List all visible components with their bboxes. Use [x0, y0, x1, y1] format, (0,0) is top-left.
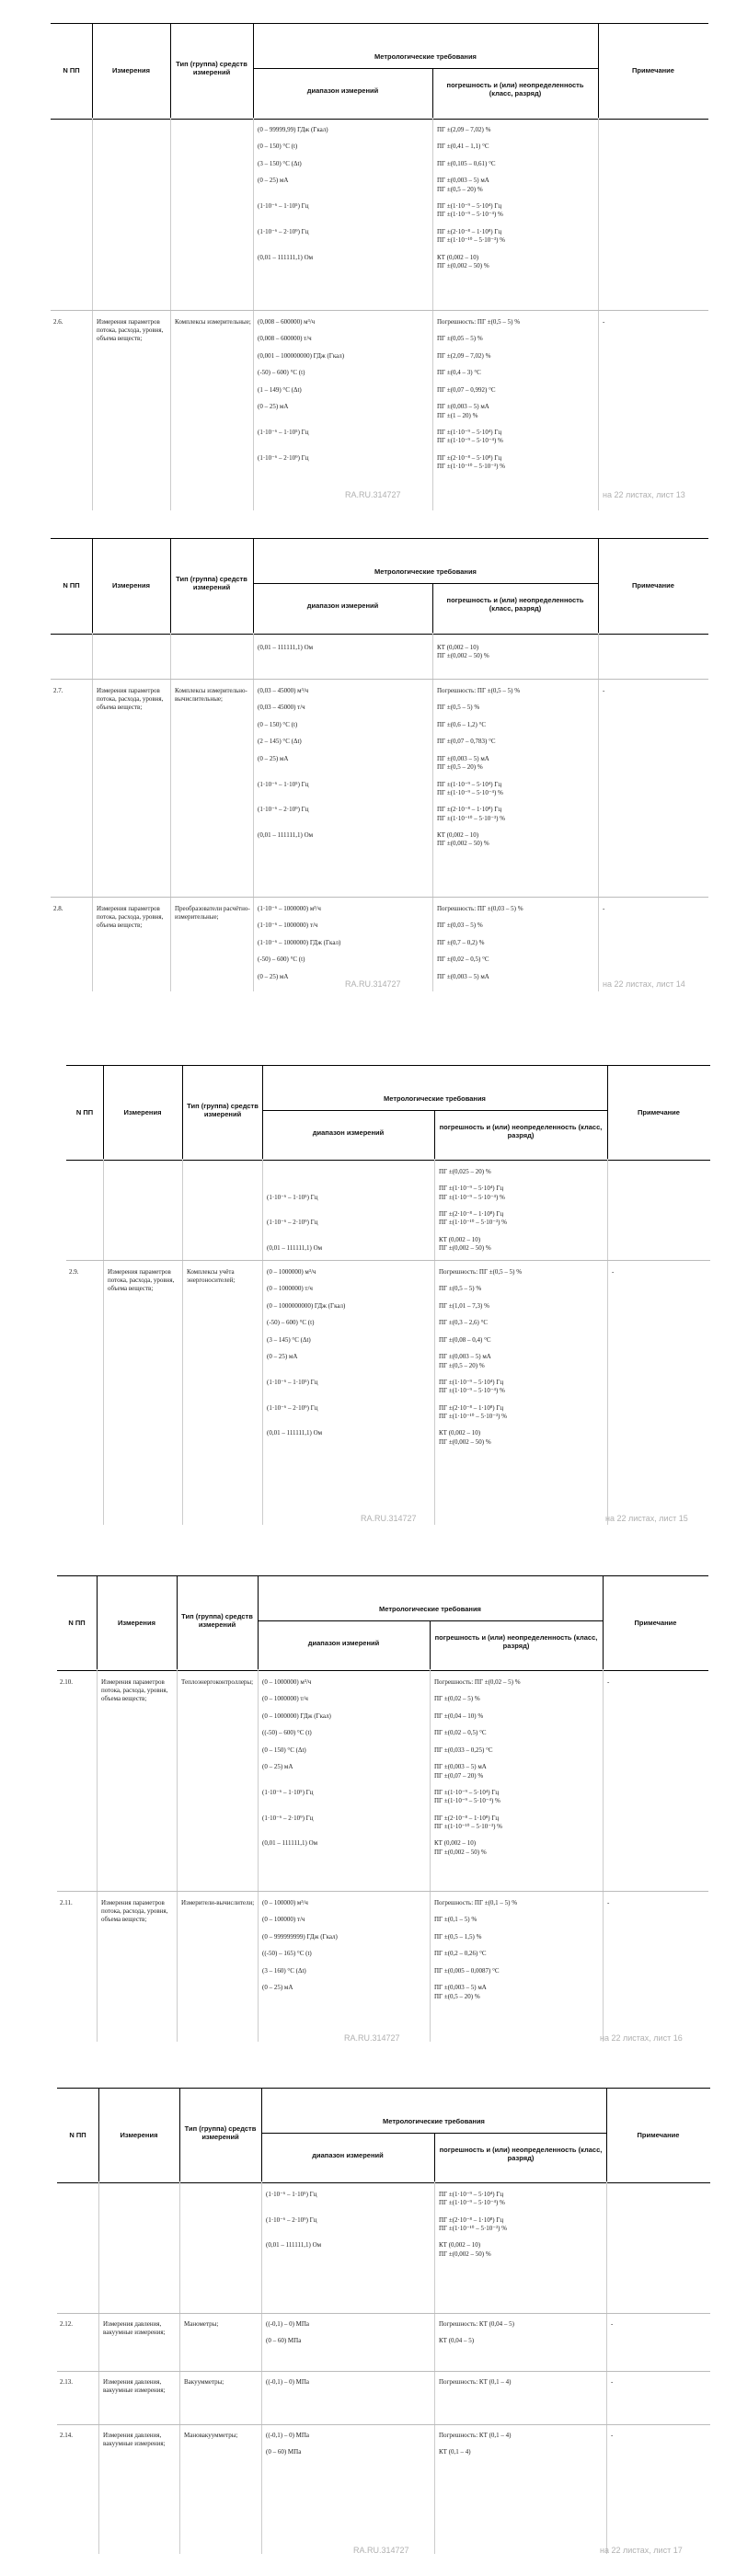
cell-range: (0,008 – 600000) м³/ч (0,008 – 600000) т/ч (0,001 – 100000000) ГДж (Гкал) (-50) – 600) °С (t) (1 – 149) °С (Δt) (0 – 25) мА (1·10⁻⁶ – 1·10⁵) Гц (1·10⁻⁶ – 2·10⁹) Гц	[258, 318, 345, 462]
sheet-counter: на 22 листах, лист 15	[605, 1514, 688, 1523]
header-measurements: Измерения	[120, 2131, 158, 2139]
sheet-counter: на 22 листах, лист 13	[603, 490, 685, 499]
table-header	[57, 2088, 710, 2183]
cell-range: ((-0,1) – 0) МПа	[266, 2378, 310, 2386]
registration-number: RA.RU.314727	[345, 490, 401, 499]
header-error: погрешность и (или) неопределенность (класс, разряд)	[446, 596, 584, 613]
row-instrument-type: Измерители-вычислители;	[181, 1899, 255, 1906]
table-header	[57, 1575, 708, 1671]
cell-error: ПГ ±(2,09 – 7,02) % ПГ ±(0,41 – 1,1) °С ПГ ±(0,105 – 0,61) °С ПГ ±(0,003 – 5) мА ПГ ±(0,5 – 20) % ПГ ±(1·10⁻⁹ – 5·10⁴) Гц ПГ ±(1·10⁻⁹ – 5·10⁻⁴) % ПГ ±(2·10⁻⁸ – 1·10⁸) Гц ПГ ±(1·10⁻¹⁰ – 5·10⁻³) % КТ (0,002 – 10) ПГ ±(0,002 – 50) %	[437, 126, 505, 269]
row-instrument-type: Преобразователи расчётно-измерительные;	[175, 905, 250, 922]
cell-range: (1·10⁻⁶ – 1000000) м³/ч (1·10⁻⁶ – 1000000) т/ч (1·10⁻⁶ – 1000000) ГДж (Гкал) (-50) – 600) °С (t) (0 – 25) мА	[258, 905, 341, 980]
header-instrument-type: Тип (группа) средств измерений	[176, 575, 247, 592]
cell-range: (0,01 – 111111,1) Ом	[258, 644, 314, 651]
header-instrument-type: Тип (группа) средств измерений	[184, 2124, 257, 2142]
header-error: погрешность и (или) неопределенность (класс, разряд)	[439, 1123, 603, 1140]
row-number: 2.11.	[60, 1899, 73, 1906]
row-instrument-type: Манометры;	[184, 2320, 219, 2328]
cell-range: (0 – 100000) м³/ч (0 – 100000) т/ч (0 – 999999999) ГДж (Гкал) ((-50) – 165) °С (t) (3 – 160) °С (Δt) (0 – 25) мА	[262, 1899, 338, 1992]
header-note: Примечание	[638, 1108, 680, 1116]
row-note: -	[612, 1268, 615, 1276]
header-error: погрешность и (или) неопределенность (класс, разряд)	[434, 1633, 598, 1651]
cell-range: (1·10⁻⁶ – 1·10⁵) Гц (1·10⁻⁶ – 2·10⁹) Гц (0,01 – 111111,1) Ом	[267, 1193, 323, 1253]
table-header	[66, 1065, 710, 1161]
row-note: -	[611, 2320, 614, 2328]
table-header	[51, 23, 708, 120]
row-measurements: Измерения параметров потока, расхода, уровня, объема веществ;	[101, 1899, 168, 1924]
row-number: 2.7.	[53, 687, 63, 694]
page-sheet-17	[57, 2088, 710, 2566]
header-note: Примечание	[637, 2131, 680, 2139]
header-measurement-range: диапазон измерений	[312, 1128, 385, 1137]
row-number: 2.13.	[60, 2378, 73, 2386]
cell-error: Погрешность: ПГ ±(0,03 – 5) % ПГ ±(0,03 – 5) % ПГ ±(0,7 – 0,2) % ПГ ±(0,02 – 0,5) °С ПГ ±(0,003 – 5) мА	[437, 905, 523, 980]
header-number: N ПП	[75, 1108, 94, 1116]
cell-range: ((-0,1) – 0) МПа (0 – 60) МПа	[266, 2320, 310, 2345]
page-sheet-13	[51, 23, 708, 520]
header-number: N ПП	[69, 2131, 86, 2139]
row-number: 2.8.	[53, 905, 63, 912]
row-note: -	[607, 1678, 610, 1686]
header-number: N ПП	[63, 66, 80, 74]
header-measurements: Измерения	[112, 581, 150, 590]
cell-error: ПГ ±(0,025 – 20) % ПГ ±(1·10⁻⁹ – 5·10⁴) Гц ПГ ±(1·10⁻⁹ – 5·10⁻⁴) % ПГ ±(2·10⁻⁸ – 1·10⁸) Гц ПГ ±(1·10⁻¹⁰ – 5·10⁻³) % КТ (0,002 – 10) ПГ ±(0,002 – 50) %	[439, 1168, 507, 1253]
row-number: 2.10.	[60, 1678, 73, 1686]
sheet-counter: на 22 листах, лист 14	[603, 979, 685, 989]
header-note: Примечание	[634, 1619, 677, 1627]
cell-range: (1·10⁻⁶ – 1·10⁵) Гц (1·10⁻⁶ – 2·10⁹) Гц (0,01 – 111111,1) Ом	[266, 2191, 322, 2250]
registration-number: RA.RU.314727	[353, 2546, 409, 2555]
cell-range: (0 – 1000000) м³/ч (0 – 1000000) т/ч (0 – 1000000000) ГДж (Гкал) (-50) – 600) °С (t) (3 – 145) °С (Δt) (0 – 25) мА (1·10⁻⁶ – 1·10⁵) Гц (1·10⁻⁶ – 2·10⁹) Гц (0,01 – 111111,1) Ом	[267, 1268, 346, 1437]
header-note: Примечание	[632, 66, 674, 74]
row-note: -	[603, 687, 605, 694]
cell-error: Погрешность: ПГ ±(0,1 – 5) % ПГ ±(0,1 – 5) % ПГ ±(0,5 – 1,5) % ПГ ±(0,2 – 0,26) °С ПГ ±(0,005 – 0,0087) °С ПГ ±(0,003 – 5) мА ПГ ±(0,5 – 20) %	[434, 1899, 518, 2000]
header-instrument-type: Тип (группа) средств измерений	[187, 1102, 259, 1119]
cell-error: Погрешность: КТ (0,1 – 4)	[439, 2378, 512, 2386]
row-measurements: Измерения параметров потока, расхода, уровня, объема веществ;	[97, 318, 164, 343]
row-measurements: Измерения параметров потока, расхода, уровня, объема веществ;	[97, 905, 164, 930]
table-header	[51, 538, 708, 635]
cell-range: (0 – 99999,99) ГДж (Гкал) (0 – 150) °С (t) (3 – 150) °С (Δt) (0 – 25) мА (1·10⁻⁶ – 1·10⁵) Гц (1·10⁻⁶ – 2·10⁹) Гц (0,01 – 111111,1) Ом	[258, 126, 328, 261]
header-metrological-requirements: Метрологические требования	[374, 52, 477, 61]
cell-error: Погрешность: ПГ ±(0,5 – 5) % ПГ ±(0,05 – 5) % ПГ ±(2,09 – 7,02) % ПГ ±(0,4 – 3) °С ПГ ±(0,07 – 0,992) °С ПГ ±(0,003 – 5) мА ПГ ±(1 – 20) % ПГ ±(1·10⁻⁹ – 5·10⁴) Гц ПГ ±(1·10⁻⁹ – 5·10⁻⁴) % ПГ ±(2·10⁻⁸ – 5·10⁸) Гц ПГ ±(1·10⁻¹⁰ – 5·10⁻³) %	[437, 318, 521, 470]
row-instrument-type: Комплексы учёта энергоносителей;	[187, 1268, 236, 1285]
cell-range: (0 – 1000000) м³/ч (0 – 1000000) т/ч (0 – 1000000) ГДж (Гкал) ((-50) – 600) °С (t) (0 – 150) °С (Δt) (0 – 25) мА (1·10⁻⁶ – 1·10⁵) Гц (1·10⁻⁶ – 2·10⁹) Гц (0,01 – 111111,1) Ом	[262, 1678, 331, 1848]
row-number: 2.9.	[69, 1268, 79, 1276]
row-note: -	[611, 2432, 614, 2439]
header-measurement-range: диапазон измерений	[306, 86, 379, 95]
row-number: 2.6.	[53, 318, 63, 326]
row-note: -	[607, 1899, 610, 1906]
row-measurements: Измерения давления, вакуумные измерения;	[103, 2432, 166, 2448]
header-measurements: Измерения	[123, 1108, 162, 1116]
cell-error: Погрешность: ПГ ±(0,02 – 5) % ПГ ±(0,02 – 5) % ПГ ±(0,04 – 10) % ПГ ±(0,02 – 0,5) °С ПГ ±(0,033 – 0,25) °С ПГ ±(0,003 – 5) мА ПГ ±(0,07 – 20) % ПГ ±(1·10⁻⁹ – 5·10⁴) Гц ПГ ±(1·10⁻⁹ – 5·10⁻⁴) % ПГ ±(2·10⁻⁸ – 1·10⁸) Гц ПГ ±(1·10⁻¹⁰ – 5·10⁻³) % КТ (0,002 – 10) ПГ ±(0,002 – 50) %	[434, 1678, 521, 1856]
cell-error: КТ (0,002 – 10) ПГ ±(0,002 – 50) %	[437, 644, 489, 660]
row-measurements: Измерения давления, вакуумные измерения;	[103, 2378, 166, 2395]
row-instrument-type: Теплоэнергоконтроллеры;	[181, 1678, 254, 1686]
registration-number: RA.RU.314727	[345, 979, 401, 989]
header-error: погрешность и (или) неопределенность (класс, разряд)	[439, 2146, 603, 2163]
header-metrological-requirements: Метрологические требования	[379, 1605, 481, 1613]
row-instrument-type: Вакуумметры;	[184, 2378, 224, 2386]
row-instrument-type: Комплексы измерительные;	[175, 318, 251, 326]
row-measurements: Измерения параметров потока, расхода, уровня, объема веществ;	[97, 687, 164, 712]
cell-range: ((-0,1) – 0) МПа (0 – 60) МПа	[266, 2432, 310, 2456]
cell-error: Погрешность: ПГ ±(0,5 – 5) % ПГ ±(0,5 – 5) % ПГ ±(1,01 – 7,3) % ПГ ±(0,3 – 2,6) °С ПГ ±(0,08 – 0,4) °С ПГ ±(0,003 – 5) мА ПГ ±(0,5 – 20) % ПГ ±(1·10⁻⁹ – 5·10⁴) Гц ПГ ±(1·10⁻⁹ – 5·10⁻⁴) % ПГ ±(2·10⁻⁸ – 1·10⁸) Гц ПГ ±(1·10⁻¹⁰ – 5·10⁻³) % КТ (0,002 – 10) ПГ ±(0,002 – 50) %	[439, 1268, 523, 1446]
row-note: -	[603, 905, 605, 912]
registration-number: RA.RU.314727	[361, 1514, 417, 1523]
header-error: погрешность и (или) неопределенность (класс, разряд)	[446, 81, 584, 98]
header-metrological-requirements: Метрологические требования	[383, 2117, 485, 2125]
row-measurements: Измерения давления, вакуумные измерения;	[103, 2320, 166, 2337]
row-instrument-type: Комплексы измерительно-вычислительные;	[175, 687, 247, 704]
registration-number: RA.RU.314727	[344, 2033, 400, 2043]
header-number: N ПП	[68, 1619, 86, 1627]
header-measurement-range: диапазон измерений	[307, 1639, 380, 1647]
header-instrument-type: Тип (группа) средств измерений	[176, 60, 247, 77]
header-instrument-type: Тип (группа) средств измерений	[181, 1612, 253, 1630]
header-note: Примечание	[632, 581, 674, 590]
cell-error: Погрешность: КТ (0,04 – 5) КТ (0,04 – 5)	[439, 2320, 515, 2345]
cell-error: ПГ ±(1·10⁻⁹ – 5·10⁴) Гц ПГ ±(1·10⁻⁹ – 5·10⁻⁴) % ПГ ±(2·10⁻⁸ – 1·10⁸) Гц ПГ ±(1·10⁻¹⁰ – 5·10⁻³) % КТ (0,002 – 10) ПГ ±(0,002 – 50) %	[439, 2191, 507, 2258]
row-instrument-type: Мановакуумметры;	[184, 2432, 238, 2439]
sheet-counter: на 22 листах, лист 16	[600, 2033, 683, 2043]
cell-error: Погрешность: ПГ ±(0,5 – 5) % ПГ ±(0,5 – 5) % ПГ ±(0,6 – 1,2) °С ПГ ±(0,07 – 0,783) °С ПГ ±(0,003 – 5) мА ПГ ±(0,5 – 20) % ПГ ±(1·10⁻⁹ – 5·10⁴) Гц ПГ ±(1·10⁻⁹ – 5·10⁻⁴) % ПГ ±(2·10⁻⁸ – 1·10⁸) Гц ПГ ±(1·10⁻¹⁰ – 5·10⁻³) % КТ (0,002 – 10) ПГ ±(0,002 – 50) %	[437, 687, 521, 848]
header-metrological-requirements: Метрологические требования	[384, 1094, 486, 1103]
row-note: -	[611, 2378, 614, 2386]
row-number: 2.14.	[60, 2432, 73, 2439]
cell-error: Погрешность: КТ (0,1 – 4) КТ (0,1 – 4)	[439, 2432, 512, 2456]
row-note: -	[603, 318, 605, 326]
header-measurements: Измерения	[118, 1619, 155, 1627]
page-sheet-16	[57, 1575, 708, 2054]
page-sheet-15	[66, 1065, 710, 1534]
cell-range: (0,03 – 45000) м³/ч (0,03 – 45000) т/ч (0 – 150) °С (t) (2 – 145) °С (Δt) (0 – 25) мА (1·10⁻⁶ – 1·10⁵) Гц (1·10⁻⁶ – 2·10⁹) Гц (0,01 – 111111,1) Ом	[258, 687, 314, 839]
header-metrological-requirements: Метрологические требования	[374, 567, 477, 576]
row-measurements: Измерения параметров потока, расхода, уровня, объема веществ;	[108, 1268, 175, 1293]
row-measurements: Измерения параметров потока, расхода, уровня, объема веществ;	[101, 1678, 168, 1703]
row-number: 2.12.	[60, 2320, 73, 2328]
page-sheet-14	[51, 538, 708, 1002]
header-measurement-range: диапазон измерений	[306, 601, 379, 610]
header-measurements: Измерения	[112, 66, 150, 74]
sheet-counter: на 22 листах, лист 17	[600, 2546, 683, 2555]
header-number: N ПП	[63, 581, 80, 590]
header-measurement-range: диапазон измерений	[312, 2151, 384, 2159]
